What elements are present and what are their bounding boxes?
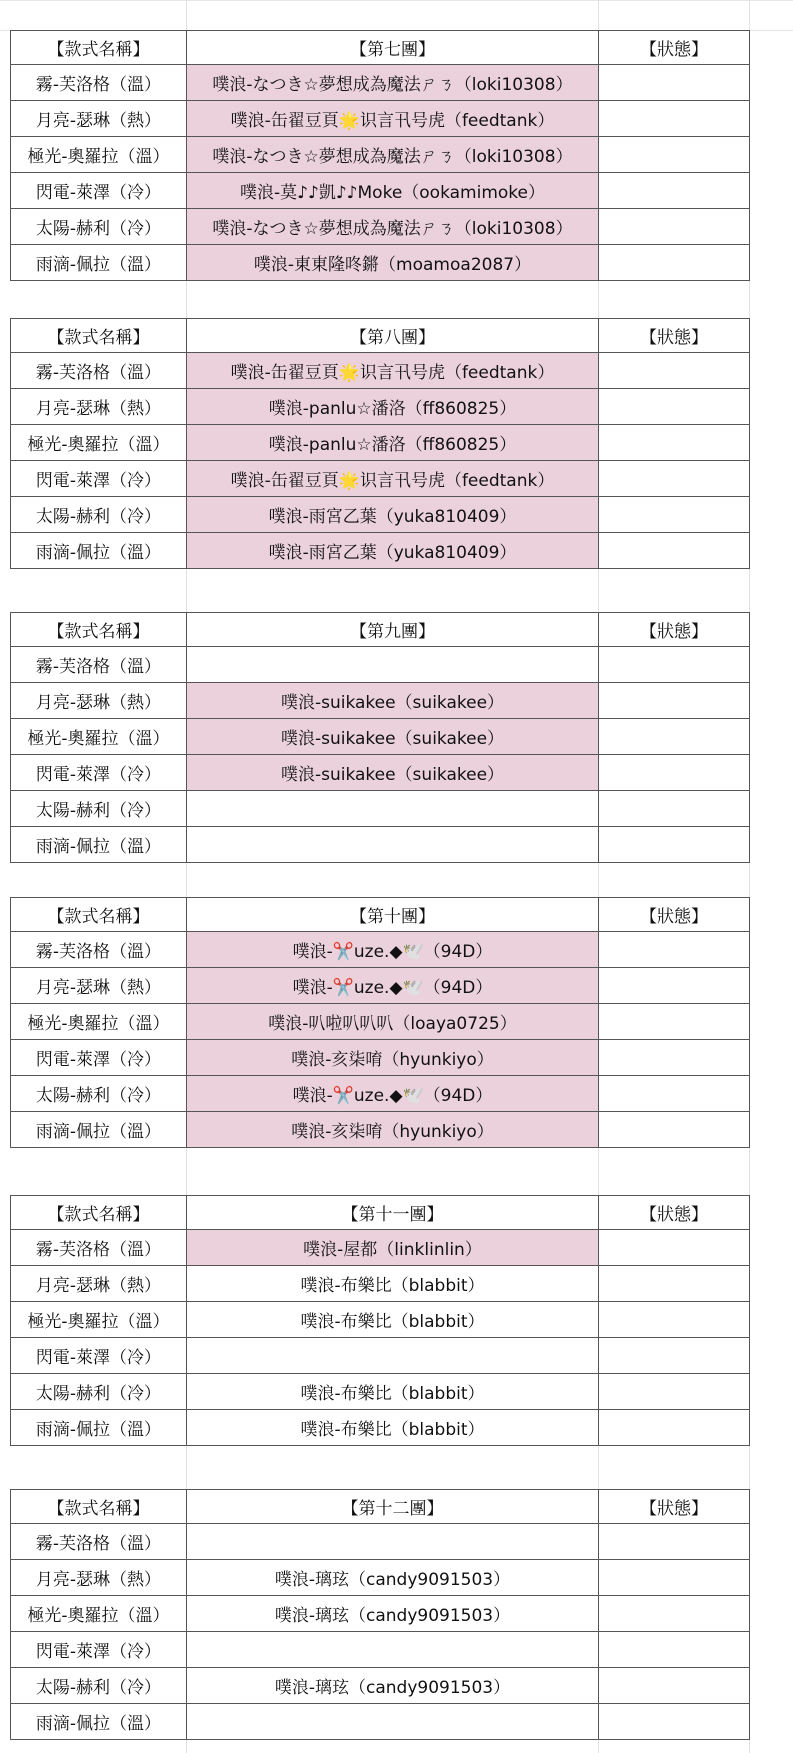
table-row (11, 1704, 750, 1740)
status-cell[interactable] (599, 461, 750, 497)
style-name-cell[interactable]: 月亮-瑟琳（熱） (11, 101, 187, 137)
table-row (11, 1410, 750, 1446)
claimant-cell[interactable]: 噗浪-panlu☆潘洛（ff860825） (187, 389, 599, 425)
group-table (10, 1195, 750, 1446)
group-table (10, 897, 750, 1148)
status-cell[interactable] (599, 497, 750, 533)
status-cell[interactable] (599, 1704, 750, 1740)
table-row (11, 1632, 750, 1668)
style-name-header[interactable]: 【款式名稱】 (11, 319, 187, 353)
style-name-cell[interactable]: 霧-芙洛格（溫） (11, 65, 187, 101)
group-title[interactable]: 【第七團】 (187, 31, 599, 65)
table-row (11, 1076, 750, 1112)
group-header-row (11, 1196, 750, 1230)
group-title[interactable]: 【第十二團】 (187, 1490, 599, 1524)
status-cell[interactable] (599, 425, 750, 461)
status-header[interactable]: 【狀態】 (599, 1196, 750, 1230)
style-name-cell[interactable]: 太陽-赫利（冷） (11, 1374, 187, 1410)
claimant-cell[interactable]: 噗浪-缶翟豆頁🌟识言卂号虎（feedtank） (187, 461, 599, 497)
style-name-cell[interactable]: 極光-奧羅拉（溫） (11, 1596, 187, 1632)
status-cell[interactable] (599, 1560, 750, 1596)
style-name-header[interactable]: 【款式名稱】 (11, 613, 187, 647)
claimant-cell[interactable]: 噗浪-亥柒唷（hyunkiyo） (187, 1112, 599, 1148)
claimant-cell[interactable]: 噗浪-✂️uze.◆🕊️（94D） (187, 968, 599, 1004)
style-name-cell[interactable]: 雨滴-佩拉（溫） (11, 1112, 187, 1148)
group-title[interactable]: 【第十團】 (187, 898, 599, 932)
status-header[interactable]: 【狀態】 (599, 31, 750, 65)
table-row (11, 1302, 750, 1338)
claimant-cell[interactable]: 噗浪-布樂比（blabbit） (187, 1302, 599, 1338)
status-header[interactable]: 【狀態】 (599, 898, 750, 932)
group-title[interactable]: 【第八團】 (187, 319, 599, 353)
claimant-cell[interactable]: 噗浪-莫♪♪凱♪♪Moke（ookamimoke） (187, 173, 599, 209)
table-row (11, 1374, 750, 1410)
status-cell[interactable] (599, 173, 750, 209)
claimant-cell[interactable]: 噗浪-亥柒唷（hyunkiyo） (187, 1040, 599, 1076)
group-table (10, 30, 750, 281)
claimant-cell[interactable]: 噗浪-叭啦叭叭叭（loaya0725） (187, 1004, 599, 1040)
style-name-cell[interactable]: 月亮-瑟琳（熱） (11, 968, 187, 1004)
style-name-cell[interactable]: 閃電-萊澤（冷） (11, 173, 187, 209)
style-name-header[interactable]: 【款式名稱】 (11, 31, 187, 65)
claimant-cell[interactable]: 噗浪-布樂比（blabbit） (187, 1374, 599, 1410)
style-name-cell[interactable]: 太陽-赫利（冷） (11, 497, 187, 533)
claimant-cell[interactable] (187, 647, 599, 683)
group-header-row (11, 319, 750, 353)
style-name-cell[interactable]: 閃電-萊澤（冷） (11, 1040, 187, 1076)
style-name-cell[interactable]: 太陽-赫利（冷） (11, 1076, 187, 1112)
status-cell[interactable] (599, 647, 750, 683)
status-cell[interactable] (599, 1338, 750, 1374)
table-row (11, 1266, 750, 1302)
style-name-cell[interactable]: 霧-芙洛格（溫） (11, 1524, 187, 1560)
style-name-cell[interactable]: 雨滴-佩拉（溫） (11, 245, 187, 281)
status-cell[interactable] (599, 137, 750, 173)
style-name-cell[interactable]: 雨滴-佩拉（溫） (11, 533, 187, 569)
table-row (11, 647, 750, 683)
style-name-cell[interactable]: 極光-奧羅拉（溫） (11, 1302, 187, 1338)
claimant-cell[interactable]: 噗浪-璃玹（candy9091503） (187, 1668, 599, 1704)
style-name-header[interactable]: 【款式名稱】 (11, 898, 187, 932)
table-row (11, 683, 750, 719)
claimant-cell[interactable]: 噗浪-布樂比（blabbit） (187, 1410, 599, 1446)
status-cell[interactable] (599, 353, 750, 389)
table-row (11, 719, 750, 755)
status-cell[interactable] (599, 968, 750, 1004)
group-table (10, 1489, 750, 1740)
status-header[interactable]: 【狀態】 (599, 1490, 750, 1524)
style-name-cell[interactable]: 雨滴-佩拉（溫） (11, 827, 187, 863)
style-name-cell[interactable]: 極光-奧羅拉（溫） (11, 137, 187, 173)
claimant-cell[interactable]: 噗浪-suikakee（suikakee） (187, 755, 599, 791)
table-row (11, 1230, 750, 1266)
status-cell[interactable] (599, 1596, 750, 1632)
style-name-cell[interactable]: 霧-芙洛格（溫） (11, 1230, 187, 1266)
table-row (11, 755, 750, 791)
status-cell[interactable] (599, 932, 750, 968)
table-row (11, 791, 750, 827)
group-title[interactable]: 【第十一團】 (187, 1196, 599, 1230)
style-name-cell[interactable]: 霧-芙洛格（溫） (11, 647, 187, 683)
status-cell[interactable] (599, 1266, 750, 1302)
group-header-row (11, 1490, 750, 1524)
table-row (11, 827, 750, 863)
style-name-cell[interactable]: 閃電-萊澤（冷） (11, 1632, 187, 1668)
status-cell[interactable] (599, 1230, 750, 1266)
group-header-row (11, 31, 750, 65)
status-cell[interactable] (599, 1410, 750, 1446)
status-cell[interactable] (599, 389, 750, 425)
style-name-cell[interactable]: 極光-奧羅拉（溫） (11, 1004, 187, 1040)
claimant-cell[interactable] (187, 1524, 599, 1560)
claimant-cell[interactable]: 噗浪-缶翟豆頁🌟识言卂号虎（feedtank） (187, 101, 599, 137)
table-row (11, 245, 750, 281)
group-table (10, 612, 750, 863)
group-table (10, 318, 750, 569)
style-name-header[interactable]: 【款式名稱】 (11, 1196, 187, 1230)
style-name-cell[interactable]: 閃電-萊澤（冷） (11, 755, 187, 791)
table-row (11, 173, 750, 209)
table-row (11, 425, 750, 461)
status-cell[interactable] (599, 1076, 750, 1112)
table-row (11, 968, 750, 1004)
claimant-cell[interactable] (187, 1632, 599, 1668)
style-name-cell[interactable]: 雨滴-佩拉（溫） (11, 1410, 187, 1446)
status-cell[interactable] (599, 1112, 750, 1148)
style-name-cell[interactable]: 極光-奧羅拉（溫） (11, 425, 187, 461)
table-row (11, 1668, 750, 1704)
table-row (11, 389, 750, 425)
status-cell[interactable] (599, 101, 750, 137)
claimant-cell[interactable]: 噗浪-panlu☆潘洛（ff860825） (187, 425, 599, 461)
claimant-cell[interactable]: 噗浪-suikakee（suikakee） (187, 683, 599, 719)
status-cell[interactable] (599, 245, 750, 281)
status-cell[interactable] (599, 1632, 750, 1668)
status-cell[interactable] (599, 1302, 750, 1338)
group-header-row (11, 898, 750, 932)
table-row (11, 65, 750, 101)
table-row (11, 101, 750, 137)
claimant-cell[interactable]: 噗浪-缶翟豆頁🌟识言卂号虎（feedtank） (187, 353, 599, 389)
style-name-cell[interactable]: 雨滴-佩拉（溫） (11, 1704, 187, 1740)
claimant-cell[interactable]: 噗浪-雨宮乙葉（yuka810409） (187, 497, 599, 533)
claimant-cell[interactable] (187, 827, 599, 863)
claimant-cell[interactable]: 噗浪-璃玹（candy9091503） (187, 1596, 599, 1632)
claimant-cell[interactable]: 噗浪-suikakee（suikakee） (187, 719, 599, 755)
status-cell[interactable] (599, 755, 750, 791)
style-name-cell[interactable]: 月亮-瑟琳（熱） (11, 1560, 187, 1596)
claimant-cell[interactable]: 噗浪-なつき☆夢想成為魔法ㄕㄋ（loki10308） (187, 137, 599, 173)
table-row (11, 1040, 750, 1076)
status-cell[interactable] (599, 719, 750, 755)
claimant-cell[interactable]: 噗浪-雨宮乙葉（yuka810409） (187, 533, 599, 569)
grid-row-line (0, 0, 793, 1)
style-name-cell[interactable]: 太陽-赫利（冷） (11, 791, 187, 827)
style-name-cell[interactable]: 月亮-瑟琳（熱） (11, 1266, 187, 1302)
claimant-cell[interactable]: 噗浪-璃玹（candy9091503） (187, 1560, 599, 1596)
status-header[interactable]: 【狀態】 (599, 613, 750, 647)
claimant-cell[interactable]: 噗浪-東東隆咚鏘（moamoa2087） (187, 245, 599, 281)
group-header-row (11, 613, 750, 647)
claimant-cell[interactable]: 噗浪-✂️uze.◆🕊️（94D） (187, 1076, 599, 1112)
status-cell[interactable] (599, 1004, 750, 1040)
style-name-cell[interactable]: 月亮-瑟琳（熱） (11, 389, 187, 425)
status-cell[interactable] (599, 1374, 750, 1410)
table-row (11, 137, 750, 173)
table-row (11, 1596, 750, 1632)
table-row (11, 353, 750, 389)
table-row (11, 497, 750, 533)
table-row (11, 1112, 750, 1148)
status-cell[interactable] (599, 683, 750, 719)
status-cell[interactable] (599, 209, 750, 245)
status-cell[interactable] (599, 1040, 750, 1076)
style-name-cell[interactable]: 太陽-赫利（冷） (11, 209, 187, 245)
table-row (11, 533, 750, 569)
status-cell[interactable] (599, 791, 750, 827)
style-name-header[interactable]: 【款式名稱】 (11, 1490, 187, 1524)
claimant-cell[interactable]: 噗浪-なつき☆夢想成為魔法ㄕㄋ（loki10308） (187, 65, 599, 101)
table-row (11, 1560, 750, 1596)
table-row (11, 209, 750, 245)
style-name-cell[interactable]: 月亮-瑟琳（熱） (11, 683, 187, 719)
table-row (11, 1338, 750, 1374)
style-name-cell[interactable]: 太陽-赫利（冷） (11, 1668, 187, 1704)
status-cell[interactable] (599, 1668, 750, 1704)
status-header[interactable]: 【狀態】 (599, 319, 750, 353)
claimant-cell[interactable] (187, 1338, 599, 1374)
status-cell[interactable] (599, 533, 750, 569)
claimant-cell[interactable] (187, 1704, 599, 1740)
status-cell[interactable] (599, 65, 750, 101)
claimant-cell[interactable]: 噗浪-なつき☆夢想成為魔法ㄕㄋ（loki10308） (187, 209, 599, 245)
claimant-cell[interactable]: 噗浪-屋都（linklinlin） (187, 1230, 599, 1266)
table-row (11, 1524, 750, 1560)
claimant-cell[interactable]: 噗浪-布樂比（blabbit） (187, 1266, 599, 1302)
table-row (11, 932, 750, 968)
status-cell[interactable] (599, 1524, 750, 1560)
claimant-cell[interactable]: 噗浪-✂️uze.◆🕊️（94D） (187, 932, 599, 968)
status-cell[interactable] (599, 827, 750, 863)
style-name-cell[interactable]: 霧-芙洛格（溫） (11, 932, 187, 968)
style-name-cell[interactable]: 霧-芙洛格（溫） (11, 353, 187, 389)
style-name-cell[interactable]: 閃電-萊澤（冷） (11, 1338, 187, 1374)
group-title[interactable]: 【第九團】 (187, 613, 599, 647)
claimant-cell[interactable] (187, 791, 599, 827)
table-row (11, 1004, 750, 1040)
table-row (11, 461, 750, 497)
style-name-cell[interactable]: 閃電-萊澤（冷） (11, 461, 187, 497)
style-name-cell[interactable]: 極光-奧羅拉（溫） (11, 719, 187, 755)
